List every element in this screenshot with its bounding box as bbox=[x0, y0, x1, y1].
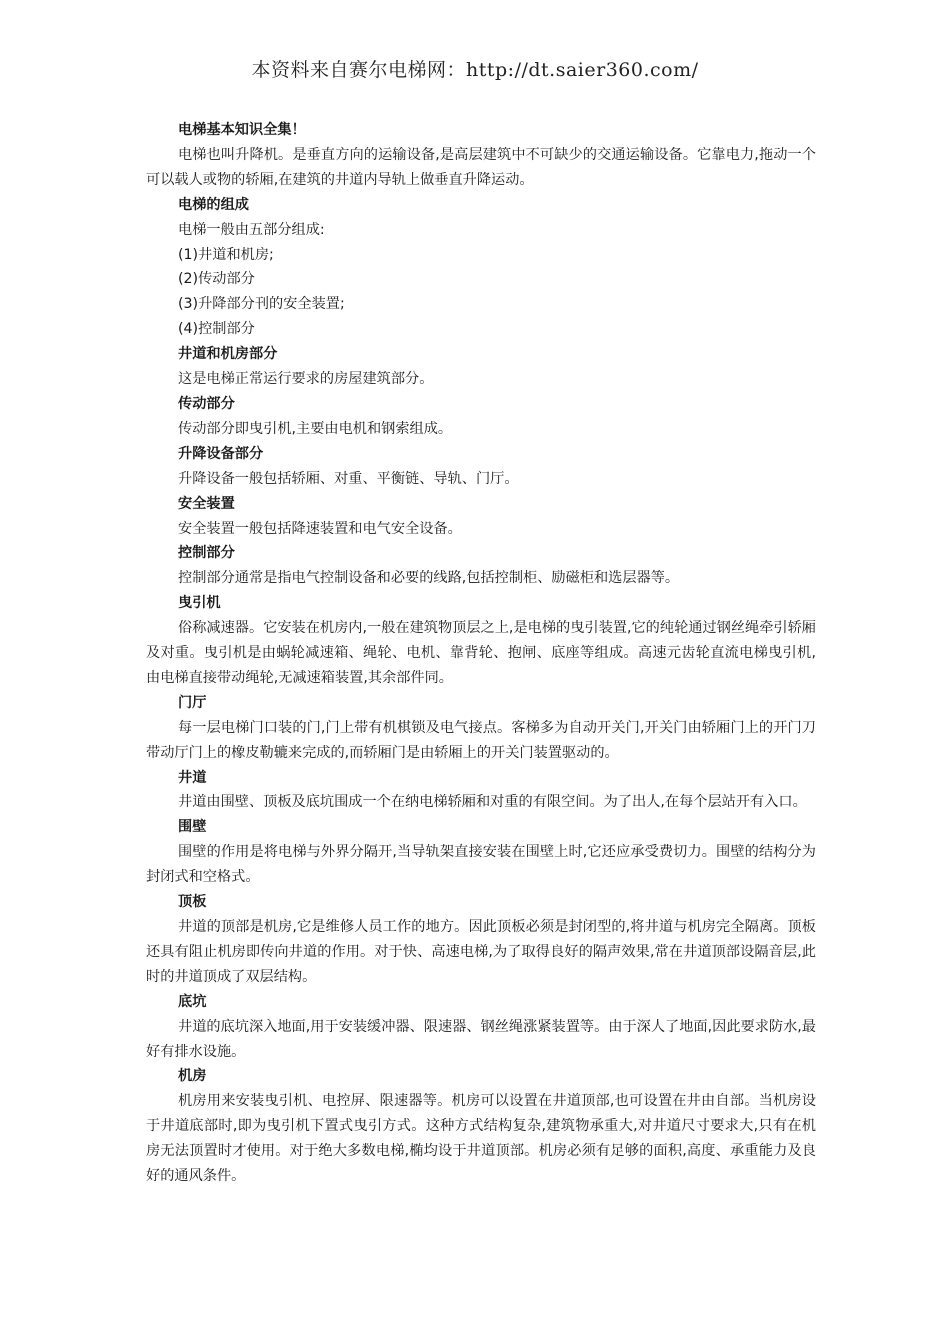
section-heading: 升降设备部分 bbox=[178, 445, 264, 462]
section-heading: 曳引机 bbox=[178, 595, 221, 612]
section-text: 每一层电梯门口装的门,门上带有机棋锁及电气接点。客梯多为自动开关门,开关门由轿厢门上的开门刀带动厅门上的橡皮勒辘来完成的,而轿厢门是由轿厢上的开关门装置驱动的。 bbox=[146, 719, 816, 761]
intro-paragraph: 电梯也叫升降机。是垂直方向的运输设备,是高层建筑中不可缺少的交通运输设备。它靠电力,拖动一个可以载人或物的轿厢,在建筑的井道内导轨上做垂直升降运动。 bbox=[146, 146, 816, 188]
section-text: 俗称减速器。它安装在机房内,一般在建筑物顶层之上,是电梯的曳引装置,它的纯轮通过钢丝绳牵引轿厢及对重。曳引机是由蜗轮减速箱、绳轮、电机、靠背轮、抱闸、底座等组成。高速元齿轮直流电梯曳引机,由电梯直接带动绳轮,无减速箱装置,其余部件同。 bbox=[146, 620, 816, 686]
section-heading: 底坑 bbox=[178, 993, 207, 1010]
section-text: 升降设备一般包括轿厢、对重、平衡链、导轨、门厅。 bbox=[178, 470, 519, 487]
section-heading: 门厅 bbox=[178, 694, 207, 711]
section-text: 机房用来安装曳引机、电控屏、限速器等。机房可以设置在井道顶部,也可设置在井由自部。当机房设于井道底部时,即为曳引机下置式曳引方式。这种方式结构复杂,建筑物承重大,对井道尺寸要求大,只有在机房无法顶置时才使用。对于绝大多数电梯,椭均设于井道顶部。机房必须有足够的面积,高度、承重能力及良好的通风条件。 bbox=[146, 1093, 816, 1185]
section-heading: 机房 bbox=[178, 1068, 207, 1085]
document-body bbox=[146, 118, 816, 1189]
composition-item: (2)传动部分 bbox=[178, 271, 255, 288]
section-heading: 井道和机房部分 bbox=[178, 346, 278, 363]
site-header: 本资料来自赛尔电梯网：http://dt.saier360.com/ bbox=[251, 59, 699, 81]
section-heading: 顶板 bbox=[178, 894, 207, 911]
section-text: 这是电梯正常运行要求的房屋建筑部分。 bbox=[178, 371, 434, 388]
composition-item: (1)井道和机房; bbox=[178, 246, 274, 263]
section-heading-composition: 电梯的组成 bbox=[178, 196, 249, 213]
section-text: 井道由围壁、顶板及底坑围成一个在纳电梯轿厢和对重的有限空间。为了出人,在每个层站开有入口。 bbox=[178, 794, 807, 811]
section-text: 井道的底坑深入地面,用于安装缓冲器、限速器、钢丝绳涨紧装置等。由于深人了地面,因此要求防水,最好有排水设施。 bbox=[146, 1018, 816, 1060]
document-title: 电梯基本知识全集！ bbox=[178, 122, 306, 138]
composition-item: (4)控制部分 bbox=[178, 321, 255, 338]
section-heading: 传动部分 bbox=[178, 395, 235, 412]
section-heading: 控制部分 bbox=[178, 545, 235, 562]
section-heading: 井道 bbox=[178, 769, 207, 786]
section-text: 控制部分通常是指电气控制设备和必要的线路,包括控制柜、励磁柜和选层器等。 bbox=[178, 570, 680, 587]
composition-lead: 电梯一般由五部分组成: bbox=[178, 221, 325, 238]
section-text: 井道的顶部是机房,它是维修人员工作的地方。因此顶板必须是封闭型的,将井道与机房完全隔离。顶板还具有阻止机房即传向井道的作用。对于快、高速电梯,为了取得良好的隔声效果,常在井道顶部设隔音层,此时的井道顶成了双层结构。 bbox=[146, 919, 816, 985]
section-text: 围壁的作用是将电梯与外界分隔开,当导轨架直接安装在围壁上时,它还应承受费切力。围壁的结构分为封闭式和空格式。 bbox=[146, 844, 816, 886]
composition-item: (3)升降部分刊的安全装置; bbox=[178, 296, 345, 313]
section-text: 安全装置一般包括降速装置和电气安全设备。 bbox=[178, 520, 462, 537]
section-heading: 围壁 bbox=[178, 819, 207, 836]
section-text: 传动部分即曳引机,主要由电机和钢索组成。 bbox=[178, 420, 453, 437]
section-heading: 安全装置 bbox=[178, 495, 235, 512]
